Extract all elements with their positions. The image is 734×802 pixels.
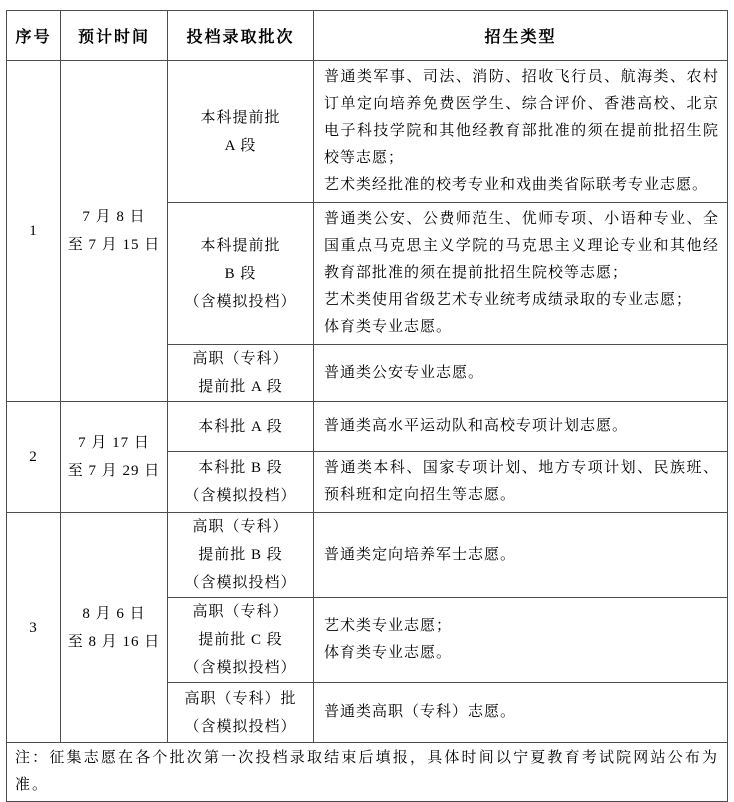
table-row	[7, 402, 728, 452]
batch-cell	[168, 345, 314, 402]
table-row	[7, 61, 728, 203]
note-text: 注：征集志愿在各个批次第一次投档录取结束后填报，具体时间以宁夏教育考试院网站公布为准。	[15, 750, 719, 793]
type-paragraph: 艺术类经批准的校考专业和戏曲类省际联考专业志愿。	[324, 177, 709, 193]
batch-line: 提前批 A 段	[198, 379, 283, 395]
type-cell	[314, 683, 728, 743]
batch-cell	[168, 61, 314, 203]
note-row	[7, 743, 728, 802]
header-row	[7, 11, 728, 61]
group3-number-cell	[7, 513, 61, 743]
batch-line: 本科批 A 段	[198, 418, 283, 435]
group-number: 3	[29, 619, 38, 636]
batch-line: （含模拟投档）	[184, 488, 297, 504]
type-paragraph: 普通类公安专业志愿。	[324, 364, 485, 381]
batch-cell	[168, 203, 314, 345]
batch-line: 高职（专科）	[192, 519, 289, 535]
time-line: 至 7 月 29 日	[67, 463, 161, 479]
batch-line: A 段	[224, 137, 257, 154]
type-paragraph: 普通类高职（专科）志愿。	[324, 704, 517, 720]
batch-line: （含模拟投档）	[184, 660, 297, 676]
type-paragraph: 普通类定向培养军士志愿。	[324, 546, 517, 563]
type-cell	[314, 598, 728, 683]
batch-line: 高职（专科）	[192, 351, 289, 367]
type-cell	[314, 402, 728, 452]
batch-cell	[168, 513, 314, 598]
type-cell	[314, 61, 728, 203]
type-paragraph: 艺术类使用省级艺术专业统考成绩录取的专业志愿；	[324, 292, 693, 308]
column-header-type: 招生类型	[314, 11, 728, 61]
group3-time-cell	[61, 513, 168, 743]
time-line: 7 月 8 日	[82, 209, 146, 225]
group2-time-cell	[61, 402, 168, 513]
column-header-batch: 投档录取批次	[168, 11, 314, 61]
group2-number-cell	[7, 402, 61, 513]
type-cell	[314, 513, 728, 598]
type-paragraph: 体育类专业志愿。	[324, 319, 453, 335]
batch-cell	[168, 598, 314, 683]
batch-line: 高职（专科）批	[184, 690, 297, 707]
type-cell	[314, 345, 728, 402]
batch-cell	[168, 452, 314, 513]
type-paragraph: 普通类本科、国家专项计划、地方专项计划、民族班、预科班和定向招生等志愿。	[324, 460, 719, 503]
group-number: 2	[29, 449, 38, 465]
column-header-no: 序号	[7, 11, 61, 61]
type-cell	[314, 452, 728, 513]
group1-time-cell	[61, 61, 168, 402]
batch-line: （含模拟投档）	[184, 575, 297, 591]
type-paragraph: 普通类高水平运动队和高校专项计划志愿。	[324, 418, 629, 434]
batch-line: B 段	[224, 265, 257, 282]
type-paragraph: 体育类专业志愿。	[324, 645, 453, 661]
admission-schedule-table	[6, 10, 728, 802]
time-line: 7 月 17 日	[78, 435, 150, 451]
batch-cell	[168, 402, 314, 452]
batch-line: 本科提前批	[200, 109, 281, 126]
time-line: 8 月 6 日	[82, 605, 146, 622]
batch-line: （含模拟投档）	[184, 293, 297, 310]
time-line: 至 8 月 16 日	[67, 633, 161, 650]
group-number: 1	[29, 223, 38, 239]
type-paragraph: 艺术类专业志愿；	[324, 618, 453, 634]
type-paragraph: 普通类公安、公费师范生、优师专项、小语种专业、全国重点马克思主义学院的马克思主义理论专业和其他经教育部批准的须在提前批招生院校等志愿；	[324, 211, 719, 281]
batch-line: 提前批 C 段	[198, 632, 283, 648]
batch-cell	[168, 683, 314, 743]
type-paragraph: 普通类军事、司法、消防、招收飞行员、航海类、农村订单定向培养免费医学生、综合评价、香港高校、北京电子科技学院和其他经教育部批准的须在提前批招生院校等志愿；	[324, 69, 719, 166]
batch-line: （含模拟投档）	[184, 718, 297, 735]
time-line: 至 7 月 15 日	[67, 237, 161, 253]
batch-line: 高职（专科）	[192, 604, 289, 620]
type-cell	[314, 203, 728, 345]
batch-line: 本科提前批	[200, 237, 281, 254]
note-cell	[7, 743, 728, 802]
table-row	[7, 513, 728, 598]
column-header-time: 预计时间	[61, 11, 168, 61]
group1-number-cell	[7, 61, 61, 402]
batch-line: 本科批 B 段	[198, 460, 283, 476]
batch-line: 提前批 B 段	[198, 547, 283, 563]
